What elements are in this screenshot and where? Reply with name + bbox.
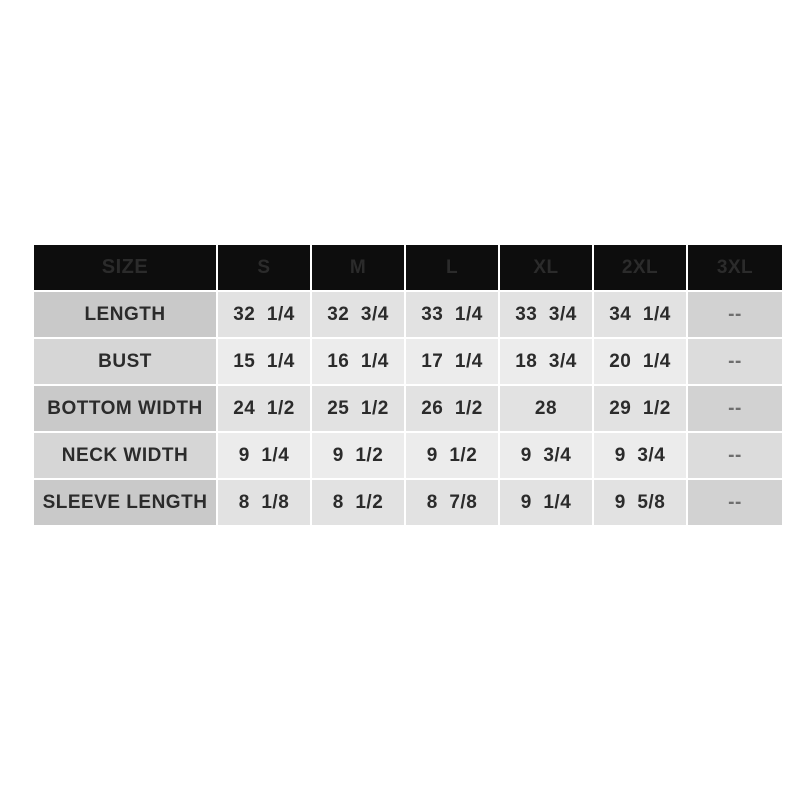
row-label-bottom-width: BOTTOM WIDTH — [34, 386, 216, 431]
value-text: 9 1/4 — [520, 491, 572, 513]
cell-length-xl — [500, 292, 592, 337]
row-label-neck-width: NECK WIDTH — [34, 433, 216, 478]
cell-neck-width-3xl: -- — [688, 433, 782, 478]
table-row — [34, 433, 782, 478]
cell-sleeve-length-2xl — [594, 480, 686, 525]
cell-neck-width-l — [406, 433, 498, 478]
cell-bottom-width-l — [406, 386, 498, 431]
value-text: 16 1/4 — [327, 350, 389, 372]
table-row — [34, 292, 782, 337]
cell-bust-m — [312, 339, 404, 384]
cell-sleeve-length-3xl: -- — [688, 480, 782, 525]
cell-sleeve-length-l — [406, 480, 498, 525]
value-text: 8 7/8 — [426, 491, 478, 513]
cell-length-3xl: -- — [688, 292, 782, 337]
value-text: 26 1/2 — [421, 397, 483, 419]
table-header — [34, 245, 782, 290]
value-text: 9 1/2 — [426, 444, 478, 466]
value-text: 18 3/4 — [515, 350, 577, 372]
cell-bottom-width-xl — [500, 386, 592, 431]
cell-neck-width-s — [218, 433, 310, 478]
row-label-bust: BUST — [34, 339, 216, 384]
value-text: 20 1/4 — [609, 350, 671, 372]
cell-sleeve-length-s — [218, 480, 310, 525]
value-text: 28 — [534, 397, 558, 419]
table-row — [34, 386, 782, 431]
header-cell-xl: XL — [500, 245, 592, 290]
header-cell-l: L — [406, 245, 498, 290]
value-text: 8 1/2 — [332, 491, 384, 513]
cell-length-s — [218, 292, 310, 337]
cell-bottom-width-s — [218, 386, 310, 431]
header-cell-m: M — [312, 245, 404, 290]
value-text: 8 1/8 — [238, 491, 290, 513]
value-text: 9 5/8 — [614, 491, 666, 513]
value-text: 34 1/4 — [609, 303, 671, 325]
value-text: 29 1/2 — [609, 397, 671, 419]
size-chart-container — [32, 243, 768, 527]
cell-bust-xl — [500, 339, 592, 384]
header-cell-s: S — [218, 245, 310, 290]
cell-neck-width-m — [312, 433, 404, 478]
value-text: 9 1/2 — [332, 444, 384, 466]
cell-length-m — [312, 292, 404, 337]
header-row — [34, 245, 782, 290]
row-label-length: LENGTH — [34, 292, 216, 337]
value-text: 9 1/4 — [238, 444, 290, 466]
value-text: 32 1/4 — [233, 303, 295, 325]
row-label-sleeve-length: SLEEVE LENGTH — [34, 480, 216, 525]
table-body — [34, 292, 782, 525]
cell-sleeve-length-xl — [500, 480, 592, 525]
value-text: 24 1/2 — [233, 397, 295, 419]
cell-bust-l — [406, 339, 498, 384]
value-text: 33 3/4 — [515, 303, 577, 325]
header-cell-3xl: 3XL — [688, 245, 782, 290]
table-row — [34, 339, 782, 384]
cell-bust-2xl — [594, 339, 686, 384]
cell-length-l — [406, 292, 498, 337]
cell-bottom-width-3xl: -- — [688, 386, 782, 431]
value-text: 17 1/4 — [421, 350, 483, 372]
cell-sleeve-length-m — [312, 480, 404, 525]
table-row — [34, 480, 782, 525]
header-cell-size: SIZE — [34, 245, 216, 290]
cell-neck-width-2xl — [594, 433, 686, 478]
value-text: 32 3/4 — [327, 303, 389, 325]
cell-bust-3xl: -- — [688, 339, 782, 384]
cell-bust-s — [218, 339, 310, 384]
cell-length-2xl — [594, 292, 686, 337]
value-text: 15 1/4 — [233, 350, 295, 372]
value-text: 25 1/2 — [327, 397, 389, 419]
value-text: 33 1/4 — [421, 303, 483, 325]
value-text: 9 3/4 — [614, 444, 666, 466]
size-chart-table — [32, 243, 784, 527]
cell-bottom-width-2xl — [594, 386, 686, 431]
cell-neck-width-xl — [500, 433, 592, 478]
cell-bottom-width-m — [312, 386, 404, 431]
header-cell-2xl: 2XL — [594, 245, 686, 290]
value-text: 9 3/4 — [520, 444, 572, 466]
